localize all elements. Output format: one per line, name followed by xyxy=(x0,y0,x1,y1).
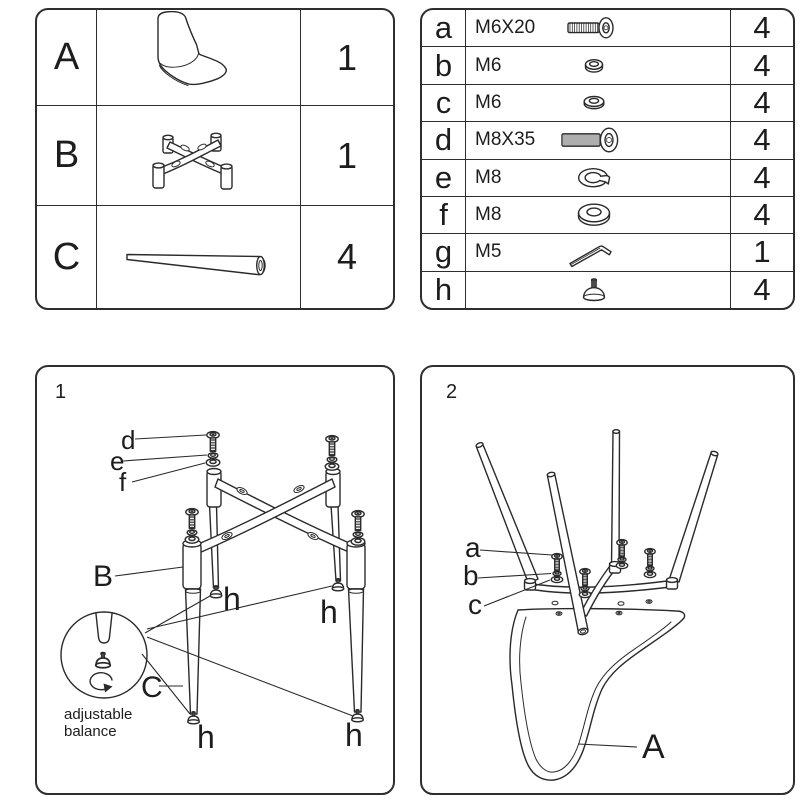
hardware-spec: M5 xyxy=(475,241,502,263)
callout-f: f xyxy=(119,467,127,497)
table-row xyxy=(422,233,793,270)
seat-shell-drawing xyxy=(97,11,300,104)
front-right-leg xyxy=(349,589,364,722)
table-row xyxy=(37,105,393,205)
parts-table xyxy=(35,8,395,310)
table-row xyxy=(37,10,393,105)
table-row xyxy=(422,271,793,308)
callout-C: C xyxy=(141,671,163,704)
hardware-spec: M6 xyxy=(475,91,502,113)
leg-drawing xyxy=(97,207,300,308)
foot-glide-icon xyxy=(544,273,644,307)
cross-base-drawing xyxy=(97,107,300,205)
step-number: 2 xyxy=(446,381,458,403)
callout-A: A xyxy=(642,728,665,766)
hardware-key: h xyxy=(422,272,466,308)
hardware-key: b xyxy=(422,47,466,83)
table-row xyxy=(422,159,793,196)
part-label: C xyxy=(37,206,97,308)
flat-washer-icon xyxy=(544,198,644,232)
hardware-spec: M6 xyxy=(475,54,502,76)
left-leg xyxy=(475,442,538,584)
hardware-table xyxy=(420,8,795,310)
table-row xyxy=(422,46,793,83)
table-row xyxy=(422,10,793,46)
hardware-key: f xyxy=(422,197,466,233)
allen-key-icon xyxy=(544,235,644,269)
hardware-qty: 1 xyxy=(753,234,771,270)
base-sleeve xyxy=(183,543,201,589)
hardware-qty: 4 xyxy=(753,122,771,158)
hardware-qty: 4 xyxy=(753,271,771,307)
back-leg xyxy=(612,430,620,566)
base-sleeve xyxy=(347,543,365,589)
hardware-qty: 4 xyxy=(753,197,771,233)
hardware-spec: M8X35 xyxy=(475,129,536,151)
button-head-screw-icon xyxy=(544,11,644,45)
hardware-key: e xyxy=(422,160,466,196)
step1-diagram xyxy=(35,365,395,795)
hardware-qty: 4 xyxy=(753,47,771,83)
note-line2: balance xyxy=(64,723,117,740)
hardware-spec: M8 xyxy=(475,204,502,226)
callout-h: h xyxy=(223,581,241,617)
cross-base xyxy=(525,562,678,616)
table-row xyxy=(37,205,393,308)
part-qty: 4 xyxy=(336,236,358,277)
seat-assembly-drawing xyxy=(422,367,793,793)
part-qty: 1 xyxy=(336,36,358,78)
adjustable-balance-inset xyxy=(61,612,147,698)
table-row xyxy=(422,84,793,121)
callout-a: a xyxy=(465,532,481,563)
callout-e: e xyxy=(110,446,125,476)
hardware-key: a xyxy=(422,10,466,46)
callout-h: h xyxy=(197,719,215,755)
part-label: B xyxy=(37,106,97,205)
hardware-spec: M8 xyxy=(475,166,502,188)
def-leader-lines xyxy=(123,435,207,482)
hardware-key: c xyxy=(422,85,466,121)
table-row xyxy=(422,196,793,233)
back-left-leg xyxy=(210,505,222,598)
hardware-spec: M6X20 xyxy=(475,17,536,39)
hardware-qty: 4 xyxy=(753,10,771,46)
spring-washer-icon xyxy=(544,161,644,195)
hardware-key: d xyxy=(422,122,466,158)
small-flat-washer-icon xyxy=(544,86,644,120)
right-leg xyxy=(670,451,719,582)
hardware-key: g xyxy=(422,234,466,270)
b-leader-line xyxy=(115,567,183,576)
lock-nut-icon xyxy=(544,49,644,83)
callout-d: d xyxy=(121,425,136,455)
abc-leader-lines xyxy=(478,550,552,606)
callout-c: c xyxy=(468,589,482,620)
callout-h: h xyxy=(320,594,338,630)
part-label: A xyxy=(37,10,97,105)
table-row xyxy=(422,121,793,158)
part-qty: 1 xyxy=(336,134,358,176)
a-part-leader-line xyxy=(578,744,637,747)
note-line1: adjustable xyxy=(64,706,133,723)
hardware-qty: 4 xyxy=(753,159,771,195)
callout-B: B xyxy=(93,560,114,593)
socket-bolt-icon xyxy=(544,123,644,157)
base-assembly-drawing xyxy=(37,367,393,793)
callout-h: h xyxy=(345,717,363,753)
step2-diagram xyxy=(420,365,795,795)
hardware-qty: 4 xyxy=(753,84,771,120)
step-number: 1 xyxy=(55,381,67,403)
callout-b: b xyxy=(463,560,479,591)
